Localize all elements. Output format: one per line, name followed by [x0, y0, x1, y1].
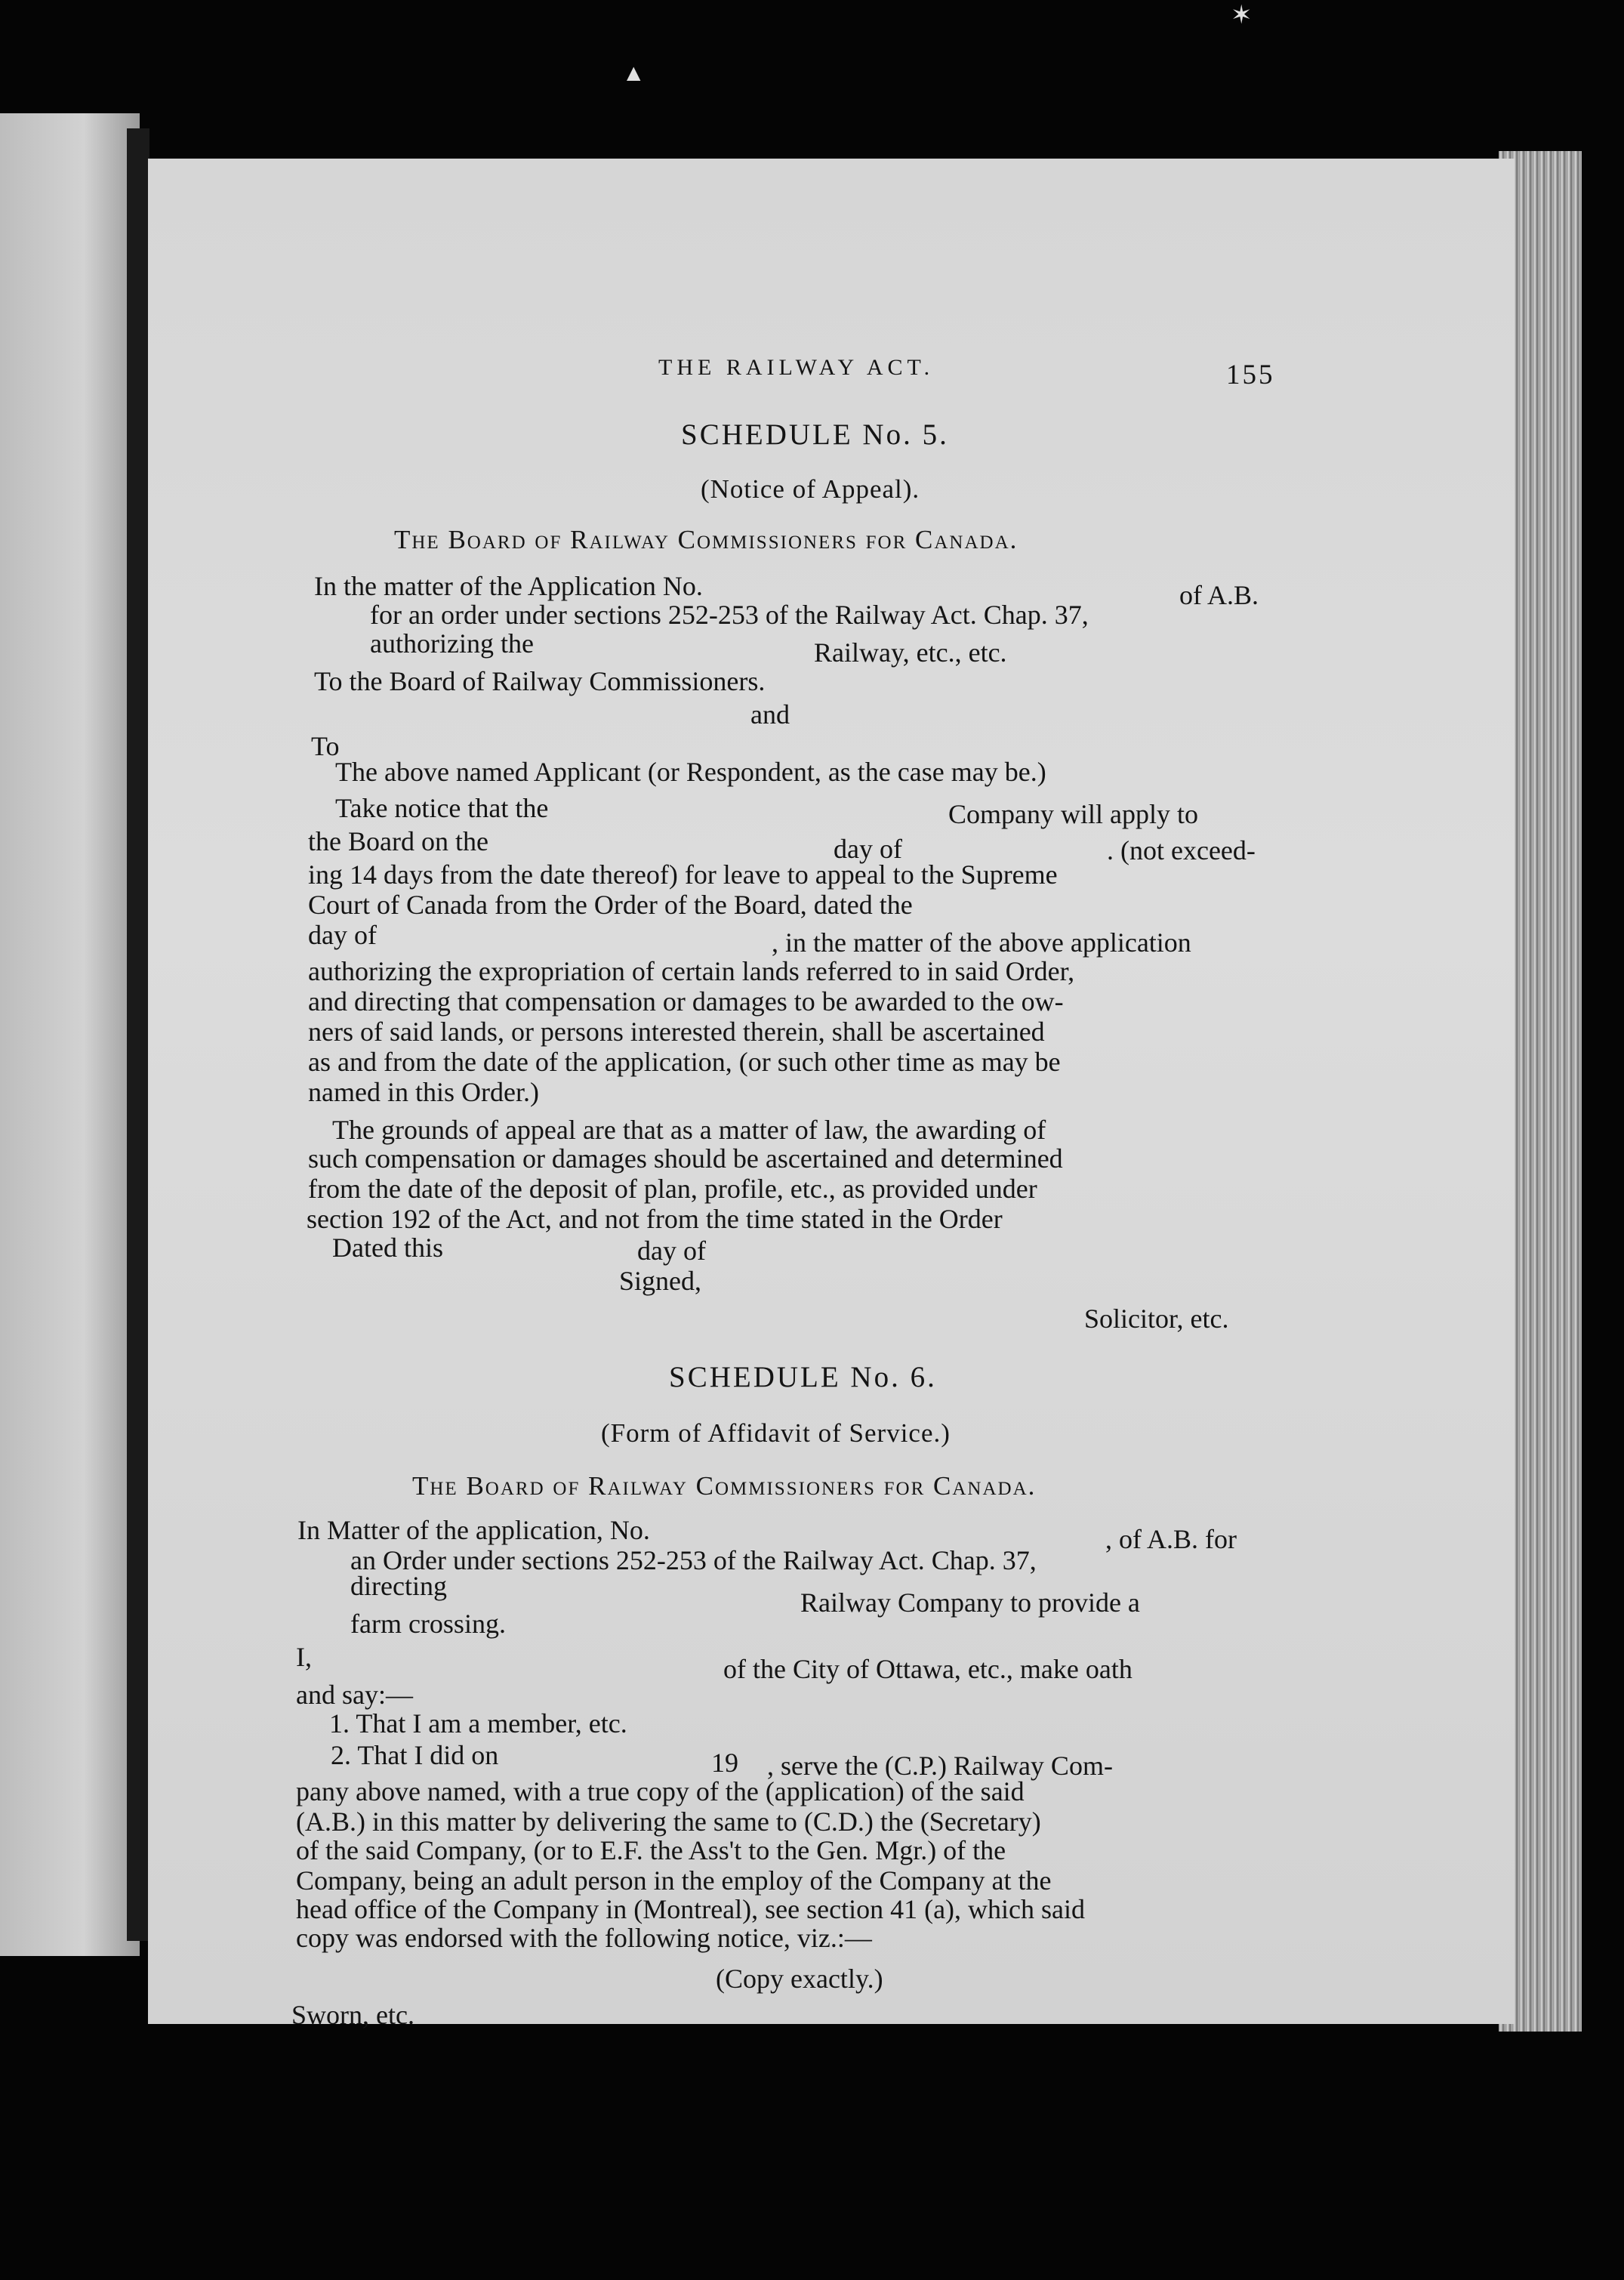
page-number: 155 — [1226, 359, 1275, 390]
schedule-6-board: The Board of Railway Commissioners for Canada. — [412, 1471, 1037, 1501]
text-line: Signed, — [619, 1266, 702, 1296]
text-line: Company will apply to — [948, 799, 1198, 829]
book-page — [148, 159, 1515, 2030]
text-line: Take notice that the — [335, 793, 549, 823]
scan-speck: ✶ — [1231, 0, 1253, 30]
text-line: copy was endorsed with the following notice, viz.:— — [296, 1923, 872, 1953]
text-line: head office of the Company in (Montreal), see section 41 (a), which said — [296, 1894, 1086, 1924]
text-line: . (not exceed- — [1107, 835, 1256, 865]
text-line: (A.B.) in this matter by delivering the same to (C.D.) the (Secretary) — [296, 1806, 1041, 1837]
text-line: day of — [637, 1236, 706, 1266]
facing-page — [0, 113, 140, 1956]
text-line: from the date of the deposit of plan, profile, etc., as provided under — [308, 1174, 1037, 1204]
text-line: authorizing the — [370, 628, 534, 659]
text-line: (Copy exactly.) — [716, 1964, 883, 1994]
text-line: 1. That I am a member, etc. — [329, 1708, 627, 1739]
text-line: of the City of Ottawa, etc., make oath — [723, 1654, 1132, 1684]
text-line: day of — [308, 920, 377, 950]
text-line: for an order under sections 252-253 of the Railway Act. Chap. 37, — [370, 600, 1089, 630]
text-line: ing 14 days from the date thereof) for leave to appeal to the Supreme — [308, 859, 1058, 890]
text-line: ners of said lands, or persons interested therein, shall be ascertained — [308, 1017, 1045, 1047]
schedule-5-board: The Board of Railway Commissioners for Canada. — [394, 525, 1018, 554]
text-line: such compensation or damages should be ascertained and determined — [308, 1143, 1063, 1174]
text-line: , serve the (C.P.) Railway Com- — [767, 1751, 1113, 1781]
text-line: pany above named, with a true copy of the (application) of the said — [296, 1776, 1025, 1806]
text-line: Dated this — [332, 1233, 443, 1263]
text-line: , in the matter of the above application — [772, 927, 1191, 958]
text-line: section 192 of the Act, and not from the time stated in the Order — [307, 1204, 1003, 1234]
text-line: Railway, etc., etc. — [814, 637, 1007, 668]
text-line: of A.B. — [1179, 580, 1259, 610]
text-line: and — [750, 699, 790, 730]
text-line: Railway Company to provide a — [800, 1587, 1140, 1618]
text-line: 19 — [711, 1748, 738, 1778]
schedule-6-subtitle: (Form of Affidavit of Service.) — [601, 1418, 951, 1448]
text-line: authorizing the expropriation of certain lands referred to in said Order, — [308, 956, 1075, 986]
text-line: Solicitor, etc. — [1084, 1304, 1229, 1334]
text-line: the Board on the — [308, 826, 488, 856]
schedule-5-subtitle: (Notice of Appeal). — [701, 474, 920, 504]
text-line: In the matter of the Application No. — [314, 571, 703, 601]
schedule-6-title: SCHEDULE No. 6. — [669, 1361, 937, 1393]
text-line: I, — [296, 1642, 312, 1672]
text-line: and say:— — [296, 1680, 413, 1710]
text-line: as and from the date of the application, (or such other time as may be — [308, 1047, 1061, 1077]
text-line: of the said Company, (or to E.F. the Ass't to the Gen. Mgr.) of the — [296, 1835, 1006, 1865]
schedule-5-title: SCHEDULE No. 5. — [681, 418, 949, 451]
text-line: Company, being an adult person in the employ of the Company at the — [296, 1865, 1052, 1896]
text-line: To — [311, 731, 340, 761]
scan-speck: ▲ — [627, 62, 641, 83]
text-line: Sworn, etc. — [291, 2000, 414, 2030]
text-line: farm crossing. — [350, 1609, 506, 1639]
text-line: The grounds of appeal are that as a matter of law, the awarding of — [332, 1115, 1046, 1145]
text-line: and directing that compensation or damages to be awarded to the ow- — [308, 986, 1064, 1017]
text-line: directing — [350, 1571, 447, 1601]
text-line: an Order under sections 252-253 of the Railway Act. Chap. 37, — [350, 1545, 1037, 1575]
text-line: named in this Order.) — [308, 1077, 539, 1107]
text-line: In Matter of the application, No. — [297, 1515, 650, 1545]
text-line: To the Board of Railway Commissioners. — [314, 666, 766, 696]
text-line: 2. That I did on — [331, 1740, 499, 1770]
text-line: Court of Canada from the Order of the Board, dated the — [308, 890, 913, 920]
text-line: The above named Applicant (or Respondent, as the case may be.) — [335, 757, 1046, 787]
book-gutter — [127, 128, 149, 1941]
text-line: day of — [834, 834, 902, 864]
text-line: , of A.B. for — [1105, 1524, 1237, 1554]
running-title: THE RAILWAY ACT. — [658, 355, 935, 380]
